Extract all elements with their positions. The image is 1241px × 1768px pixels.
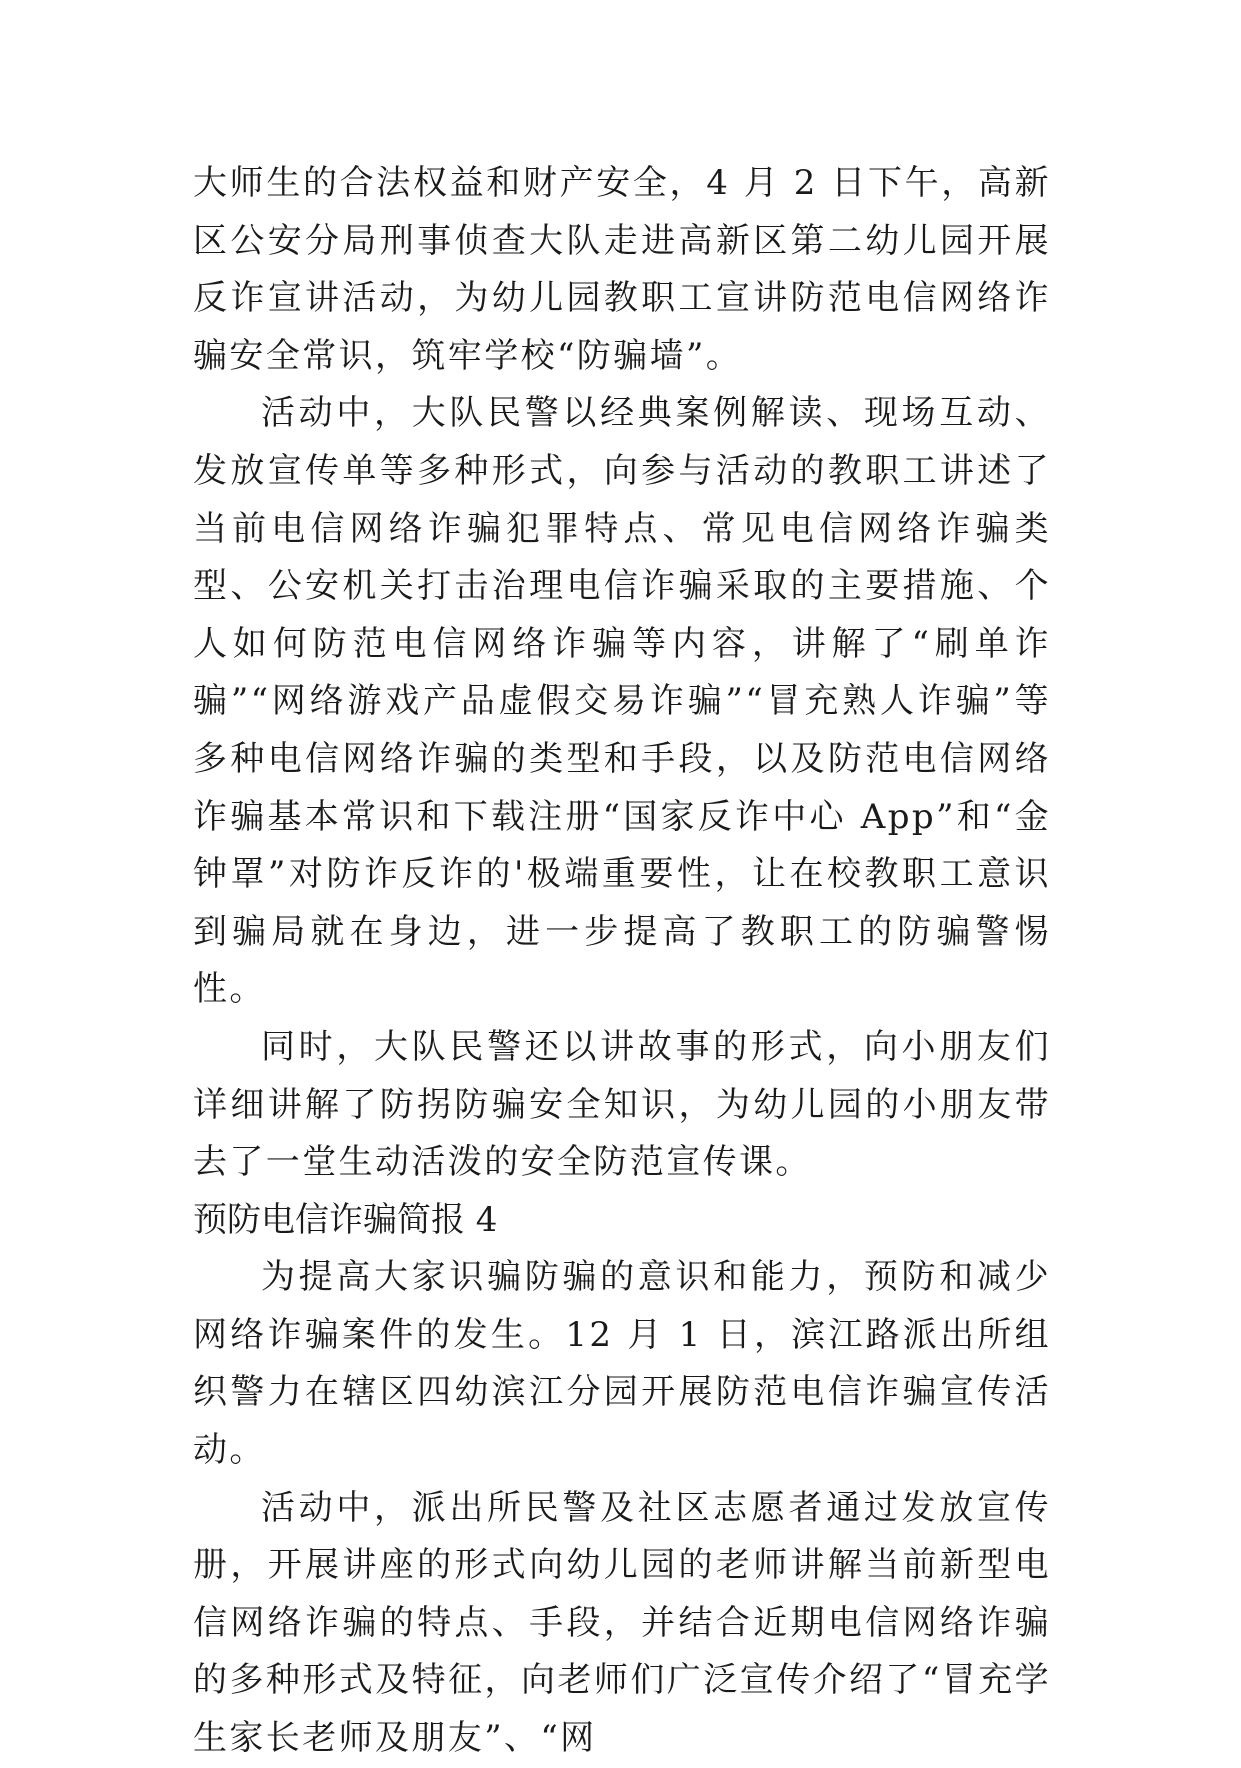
text-line: 骗案件的发生。12 月 1 日，滨江路派出所组织警力在辖区四	[193, 1314, 1051, 1413]
text-line: 电信网络诈骗基本常识和下载注册“国家反诈中心 App”和	[193, 738, 1051, 837]
text-line: 同时，大队民警还以讲故事的形式，向小朋友们详细讲	[193, 1026, 1051, 1125]
text-line: “金钟罩”对防诈反诈的'极端重要性，让在校教职工意识	[193, 796, 1051, 895]
paragraph-2	[193, 385, 1051, 1019]
text-line: 容，讲解了“刷单诈骗”“网络游戏产品虚假交易诈骗”“冒	[193, 623, 1052, 722]
text-line: 传单等多种形式，向参与活动的教职工讲述了当前电信网络	[193, 450, 1052, 549]
text-line: 学校“防骗墙”。	[484, 335, 743, 376]
text-line: 大师生的合法权益和财产安全，4 月 2 日下午，高新区公安	[193, 163, 1051, 261]
heading-text: 预防电信诈骗简报 4	[193, 1199, 498, 1240]
text-line: 充熟人诈骗”等多种电信网络诈骗的类型和手段，以及防范	[193, 681, 1052, 779]
paragraph-5	[193, 1480, 1051, 1768]
text-line: 幼滨江分园开展防范电信诈骗宣传活动。	[193, 1372, 1051, 1471]
text-line: 活动中，大队民警以经典案例解读、现场互动、发放宣	[193, 393, 1051, 491]
text-line: 为提高大家识骗防骗的意识和能力，预防和减少网络诈	[193, 1257, 1051, 1355]
text-line: 的特点、手段，并结合近期电信网络诈骗的多种形式及特征，	[193, 1602, 1052, 1701]
text-line: 分局刑事侦查大队走进高新区第二幼儿园开展反诈宣讲活	[193, 220, 1052, 319]
paragraph-1	[193, 155, 1051, 385]
text-line: 活泼的安全防范宣传课。	[411, 1142, 812, 1183]
document-body	[193, 155, 1051, 1768]
text-line: 展讲座的形式向幼儿园的老师讲解当前新型电信网络诈骗	[193, 1545, 1052, 1643]
text-line: 活动中，派出所民警及社区志愿者通过发放宣传册，开	[193, 1487, 1051, 1586]
text-line: 动，为幼儿园教职工宣讲防范电信网络诈骗安全常识，筑牢	[193, 278, 1052, 376]
text-line: 解了防拐防骗安全知识，为幼儿园的小朋友带去了一堂生动	[193, 1084, 1052, 1183]
paragraph-3	[193, 1019, 1051, 1192]
text-line: 向老师们广泛宣传介绍了“冒充学生家长老师及朋友”、“网	[193, 1660, 1051, 1759]
text-line: 到骗局就在身边，进一步提高了教职工的防骗警惕性。	[193, 911, 1051, 1010]
text-line: 电信诈骗采取的主要措施、个人如何防范电信网络诈骗等内	[193, 566, 1051, 664]
paragraph-4	[193, 1249, 1051, 1479]
section-heading	[193, 1192, 1051, 1250]
text-line: 诈骗犯罪特点、常见电信网络诈骗类型、公安机关打击治理	[193, 508, 1051, 607]
